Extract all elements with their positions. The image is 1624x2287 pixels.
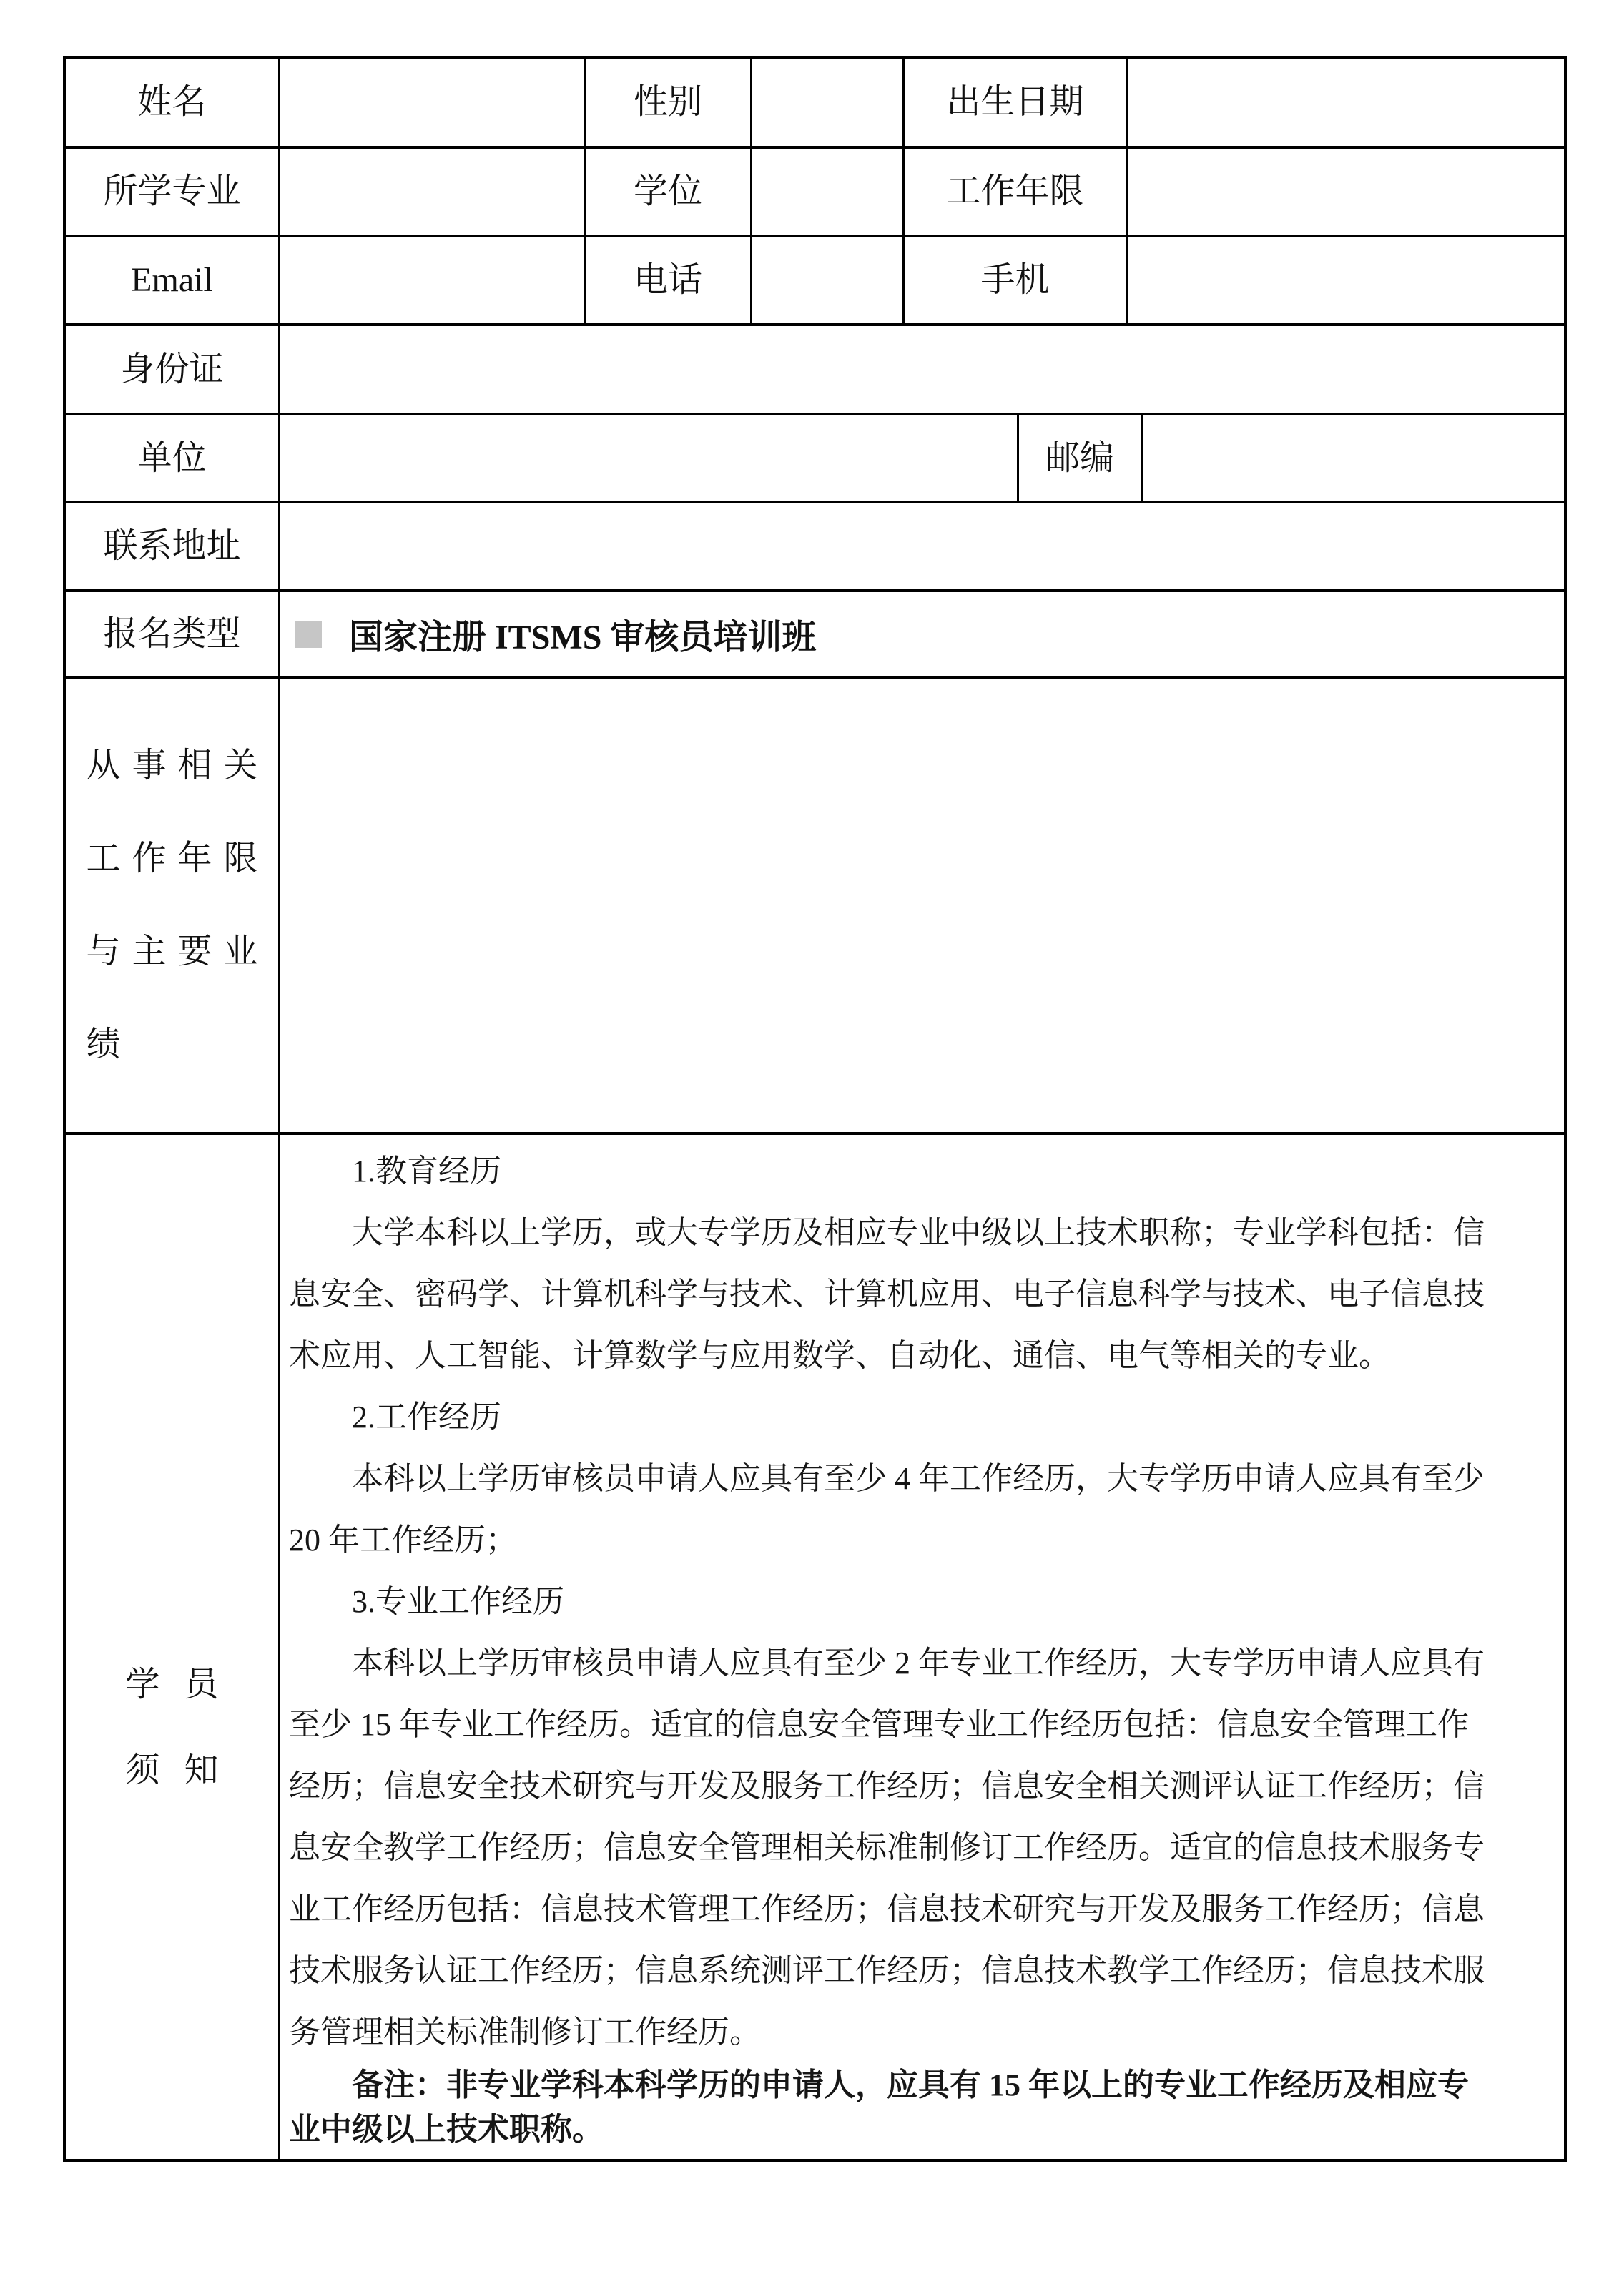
itsms-checkbox[interactable] bbox=[295, 621, 322, 648]
id-card-label: 身份证 bbox=[66, 326, 280, 413]
notice-line: 务管理相关标准制修订工作经历。 bbox=[289, 2015, 761, 2050]
name-label: 姓名 bbox=[66, 59, 280, 146]
experience-label-line: 从事相关 bbox=[86, 747, 258, 785]
notice-line: 息安全教学工作经历；信息安全管理相关标准制修订工作经历。适宜的信息技术服务专 bbox=[289, 1830, 1485, 1865]
notice-label-line: 须知 bbox=[125, 1751, 219, 1789]
row-major bbox=[66, 149, 1564, 237]
birth-date-input[interactable] bbox=[1128, 59, 1564, 146]
row-id-card bbox=[66, 326, 1564, 415]
organization-input[interactable] bbox=[280, 415, 1019, 501]
gender-input[interactable] bbox=[752, 59, 905, 146]
zip-label: 邮编 bbox=[1019, 415, 1143, 501]
phone-input[interactable] bbox=[752, 237, 905, 323]
row-email bbox=[66, 237, 1564, 326]
degree-label: 学位 bbox=[586, 149, 752, 235]
experience-label-line: 与主要业 bbox=[86, 933, 258, 970]
notice-text bbox=[280, 1135, 1564, 2159]
major-label: 所学专业 bbox=[66, 149, 280, 235]
phone-label: 电话 bbox=[586, 237, 752, 323]
notice-line: 3.专业工作经历 bbox=[352, 1584, 564, 1619]
notice-line: 术应用、人工智能、计算数学与应用数学、自动化、通信、电气等相关的专业。 bbox=[289, 1338, 1390, 1373]
row-address bbox=[66, 503, 1564, 592]
notice-label-line: 学员 bbox=[125, 1665, 219, 1703]
notice-line: 2.工作经历 bbox=[352, 1400, 501, 1435]
row-name bbox=[66, 59, 1564, 149]
notice-line: 本科以上学历审核员申请人应具有至少 4 年工作经历，大专学历申请人应具有至少 bbox=[352, 1461, 1485, 1496]
notice-line: 经历；信息安全技术研究与开发及服务工作经历；信息安全相关测评认证工作经历；信 bbox=[289, 1769, 1485, 1804]
degree-input[interactable] bbox=[752, 149, 905, 235]
experience-label-line: 工作年限 bbox=[86, 840, 258, 877]
notice-line: 息安全、密码学、计算机科学与技术、计算机应用、电子信息科学与技术、电子信息技 bbox=[289, 1277, 1485, 1312]
notice-line: 备注：非专业学科本科学历的申请人，应具有 15 年以上的专业工作经历及相应专 bbox=[352, 2067, 1469, 2102]
work-years-label: 工作年限 bbox=[905, 149, 1128, 235]
id-card-input[interactable] bbox=[280, 326, 1564, 413]
email-input[interactable] bbox=[280, 237, 586, 323]
notice-line: 至少 15 年专业工作经历。适宜的信息安全管理专业工作经历包括：信息安全管理工作 bbox=[289, 1707, 1469, 1742]
registration-table bbox=[63, 56, 1567, 2162]
mobile-input[interactable] bbox=[1128, 237, 1564, 323]
name-input[interactable] bbox=[280, 59, 586, 146]
experience-label-line: 绩 bbox=[86, 1026, 121, 1063]
row-experience bbox=[66, 679, 1564, 1135]
experience-input[interactable] bbox=[280, 679, 1564, 1132]
zip-input[interactable] bbox=[1143, 415, 1564, 501]
notice-label bbox=[66, 1135, 280, 2159]
email-label: Email bbox=[66, 237, 280, 323]
organization-label: 单位 bbox=[66, 415, 280, 501]
birth-date-label: 出生日期 bbox=[905, 59, 1128, 146]
mobile-label: 手机 bbox=[905, 237, 1128, 323]
row-registration-type bbox=[66, 592, 1564, 679]
address-label: 联系地址 bbox=[66, 503, 280, 589]
major-input[interactable] bbox=[280, 149, 586, 235]
notice-line: 业工作经历包括：信息技术管理工作经历；信息技术研究与开发及服务工作经历；信息 bbox=[289, 1892, 1485, 1927]
experience-label bbox=[66, 679, 280, 1132]
notice-line: 业中级以上技术职称。 bbox=[289, 2112, 604, 2147]
registration-type-label: 报名类型 bbox=[66, 592, 280, 676]
work-years-input[interactable] bbox=[1128, 149, 1564, 235]
notice-line: 1.教育经历 bbox=[352, 1154, 501, 1189]
gender-label: 性别 bbox=[586, 59, 752, 146]
row-organization bbox=[66, 415, 1564, 503]
notice-line: 20 年工作经历； bbox=[289, 1523, 517, 1558]
notice-line: 大学本科以上学历，或大专学历及相应专业中级以上技术职称；专业学科包括：信 bbox=[352, 1215, 1485, 1250]
address-input[interactable] bbox=[280, 503, 1564, 589]
registration-type-option bbox=[280, 592, 1564, 676]
itsms-option-label: 国家注册 ITSMS 审核员培训班 bbox=[349, 619, 817, 656]
row-notice bbox=[66, 1135, 1564, 2159]
notice-line: 技术服务认证工作经历；信息系统测评工作经历；信息技术教学工作经历；信息技术服 bbox=[289, 1953, 1485, 1988]
notice-line: 本科以上学历审核员申请人应具有至少 2 年专业工作经历，大专学历申请人应具有 bbox=[352, 1646, 1485, 1681]
